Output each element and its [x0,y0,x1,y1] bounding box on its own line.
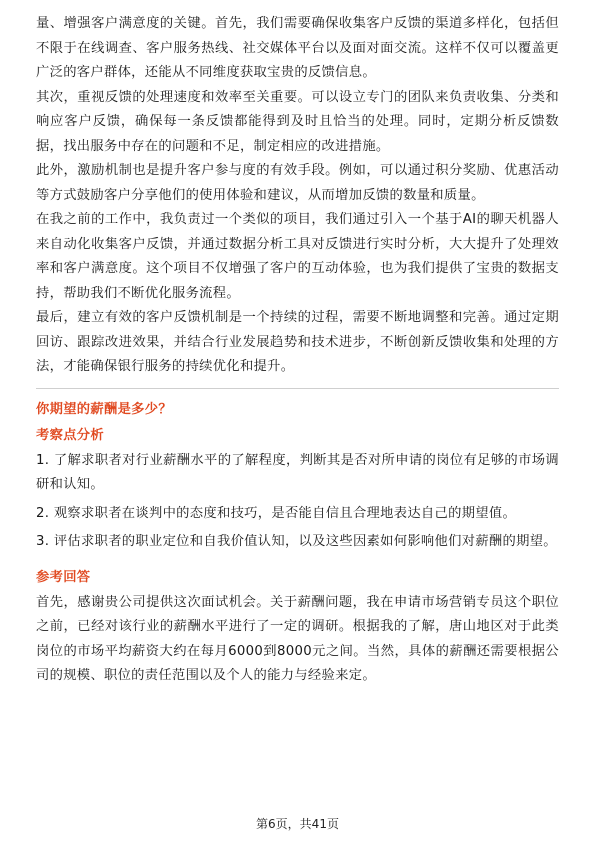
page-footer: 第6页，共41页 [256,817,339,831]
document-page [36,12,559,689]
paragraph: 在我之前的工作中，我负责过一个类似的项目，我们通过引入一个基于AI的聊天机器人来自动化收集客户反馈，并通过数据分析工具对反馈进行实时分析，大大提升了处理效率和客户满意度。这个项目不仅增强了客户的互动体验，也为我们提供了宝贵的数据支持，帮助我们不断优化服务流程。 [36,212,559,301]
paragraph: 此外，激励机制也是提升客户参与度的有效手段。例如，可以通过积分奖励、优惠活动等方式鼓励客户分享他们的使用体验和建议，从而增加反馈的数量和质量。 [36,163,559,203]
question-section [36,399,559,689]
paragraph: 其次，重视反馈的处理速度和效率至关重要。可以设立专门的团队来负责收集、分类和响应客户反馈，确保每一条反馈都能得到及时且恰当的处理。同时，定期分析反馈数据，找出服务中存在的问题和不足，制定相应的改进措施。 [36,89,559,154]
answer-heading: 参考回答 [36,569,91,585]
analysis-item: 3. 评估求职者的职业定位和自我价值认知，以及这些因素如何影响他们对薪酬的期望。 [36,534,557,549]
analysis-item: 2. 观察求职者在谈判中的态度和技巧，是否能自信且合理地表达自己的期望值。 [36,505,517,521]
analysis-heading: 考察点分析 [36,427,104,443]
top-section [36,12,559,380]
paragraph: 最后，建立有效的客户反馈机制是一个持续的过程，需要不断地调整和完善。通过定期回访、跟踪改进效果，并结合行业发展趋势和技术进步，不断创新反馈收集和处理的方法，才能确保银行服务的持续优化和提升。 [36,310,559,374]
analysis-item: 1. 了解求职者对行业薪酬水平的了解程度，判断其是否对所申请的岗位有足够的市场调研和认知。 [36,452,559,492]
section-divider [36,388,559,389]
answer-text: 首先，感谢贵公司提供这次面试机会。关于薪酬问题，我在申请市场营销专员这个职位之前，已经对该行业的薪酬水平进行了一定的调研。根据我的了解，唐山地区对于此类岗位的市场平均薪资大约在每月6000到8000元之间。当然，具体的薪酬还需要根据公司的规模、职位的责任范围以及个人的能力与经验来定。 [36,594,559,683]
paragraph: 量、增强客户满意度的关键。首先，我们需要确保收集客户反馈的渠道多样化，包括但不限于在线调查、客户服务热线、社交媒体平台以及面对面交流。这样不仅可以覆盖更广泛的客户群体，还能从不同维度获取宝贵的反馈信息。 [36,16,559,80]
question-title: 你期望的薪酬是多少？ [36,401,172,417]
